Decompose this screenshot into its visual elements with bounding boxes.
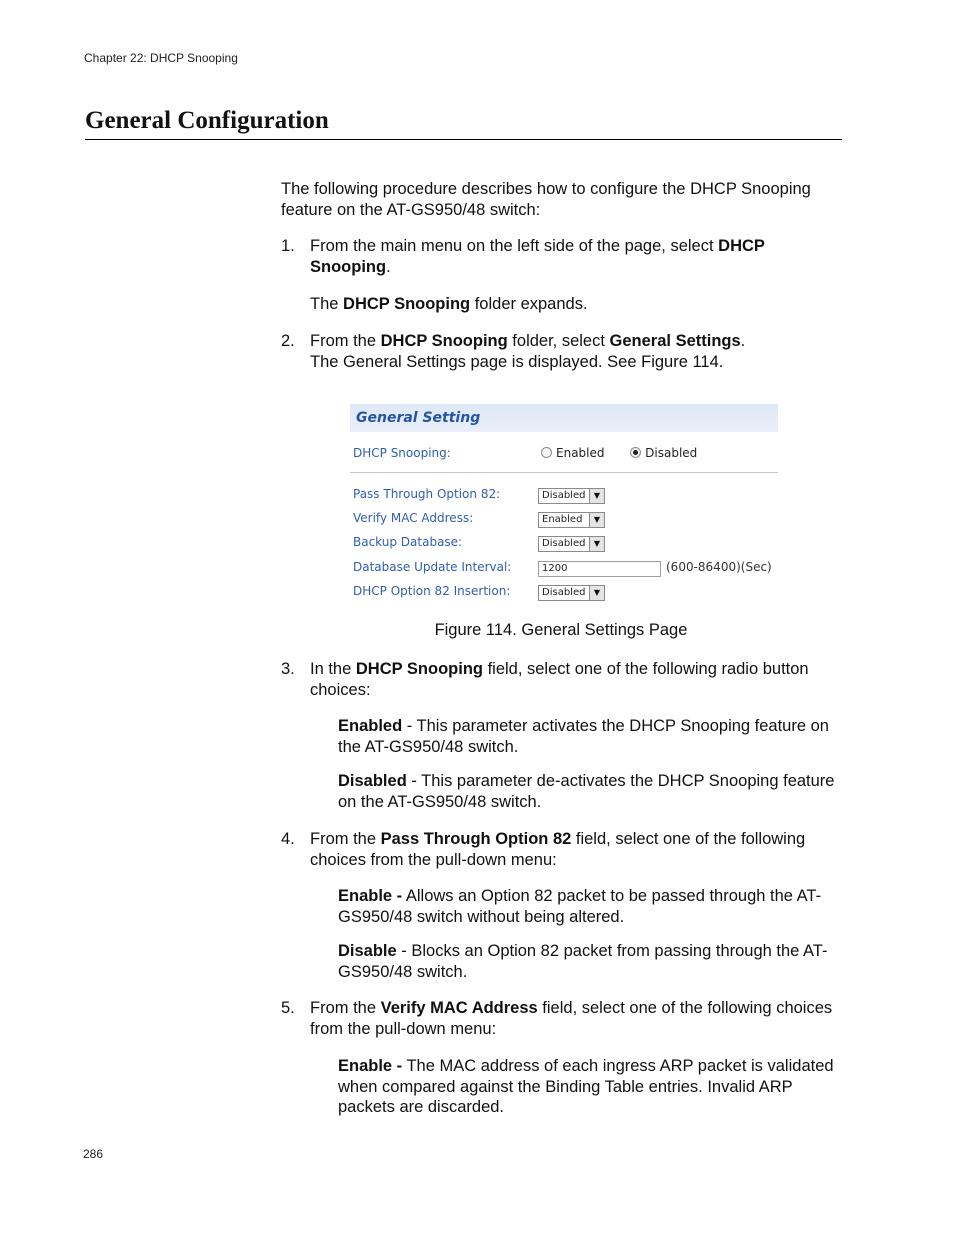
step-2: 2. From the DHCP Snooping folder, select General Settings. The General Settings page is displayed. See Figure 114. bbox=[281, 332, 746, 371]
step-3-option-enabled: Enabled - This parameter activates the DHCP Snooping feature on the AT-GS950/48 switch. bbox=[338, 717, 829, 756]
interval-range-hint: (600-86400)(Sec) bbox=[666, 560, 772, 574]
verify-mac-address-label: Verify MAC Address: bbox=[353, 511, 474, 525]
chevron-down-icon[interactable]: ▼ bbox=[589, 586, 604, 600]
step-4-option-disable: Disable - Blocks an Option 82 packet from passing through the AT-GS950/48 switch. bbox=[338, 942, 828, 981]
chevron-down-icon[interactable]: ▼ bbox=[589, 537, 604, 551]
panel-header: General Setting bbox=[350, 404, 778, 432]
page-number: 286 bbox=[83, 1147, 104, 1161]
radio-enabled-icon[interactable] bbox=[541, 447, 552, 458]
radio-disabled[interactable]: Disabled bbox=[630, 446, 697, 460]
pass-through-option-82-select[interactable]: Disabled ▼ bbox=[538, 485, 605, 503]
backup-database-select[interactable]: Disabled ▼ bbox=[538, 533, 605, 551]
step-5: 5. From the Verify MAC Address field, select one of the following choices from the pull-down menu: bbox=[281, 999, 833, 1038]
chevron-down-icon[interactable]: ▼ bbox=[589, 489, 604, 503]
dhcp-snooping-radio-group bbox=[541, 444, 697, 462]
dhcp-snooping-label: DHCP Snooping: bbox=[353, 446, 451, 460]
chevron-down-icon[interactable]: ▼ bbox=[589, 513, 604, 527]
section-title: General Configuration bbox=[85, 107, 842, 140]
step-1: 1. From the main menu on the left side of the page, select DHCP Snooping. bbox=[281, 237, 765, 276]
step-3-option-disabled: Disabled - This parameter de-activates the DHCP Snooping feature on the AT-GS950/48 switch. bbox=[338, 772, 835, 811]
verify-mac-address-select[interactable]: Enabled ▼ bbox=[538, 509, 605, 527]
step-3: 3. In the DHCP Snooping field, select one of the following radio button choices: bbox=[281, 660, 809, 699]
dhcp-option-82-insertion-label: DHCP Option 82 Insertion: bbox=[353, 584, 511, 598]
divider bbox=[350, 472, 778, 473]
step-5-option-enable: Enable - The MAC address of each ingress ARP packet is validated when compared against the Binding Table entries. Invalid ARP packets are discarded. bbox=[338, 1057, 834, 1116]
radio-enabled[interactable]: Enabled bbox=[541, 446, 605, 460]
general-setting-panel bbox=[350, 404, 778, 604]
database-update-interval-label: Database Update Interval: bbox=[353, 560, 512, 574]
figure-caption: Figure 114. General Settings Page bbox=[434, 621, 688, 639]
pass-through-option-82-label: Pass Through Option 82: bbox=[353, 487, 501, 501]
radio-disabled-icon[interactable] bbox=[630, 447, 641, 458]
step-4: 4. From the Pass Through Option 82 field, select one of the following choices from the pull-down menu: bbox=[281, 830, 806, 869]
step-1-note: The DHCP Snooping folder expands. bbox=[310, 295, 588, 313]
dhcp-option-82-insertion-select[interactable]: Disabled ▼ bbox=[538, 582, 605, 600]
database-update-interval-input[interactable]: 1200 bbox=[538, 558, 661, 576]
intro-paragraph: The following procedure describes how to configure the DHCP Snooping feature on the AT-GS950/48 switch: bbox=[281, 180, 811, 219]
step-4-option-enable: Enable - Allows an Option 82 packet to be passed through the AT-GS950/48 switch without being altered. bbox=[338, 887, 822, 926]
running-head: Chapter 22: DHCP Snooping bbox=[84, 51, 238, 65]
backup-database-label: Backup Database: bbox=[353, 535, 463, 549]
